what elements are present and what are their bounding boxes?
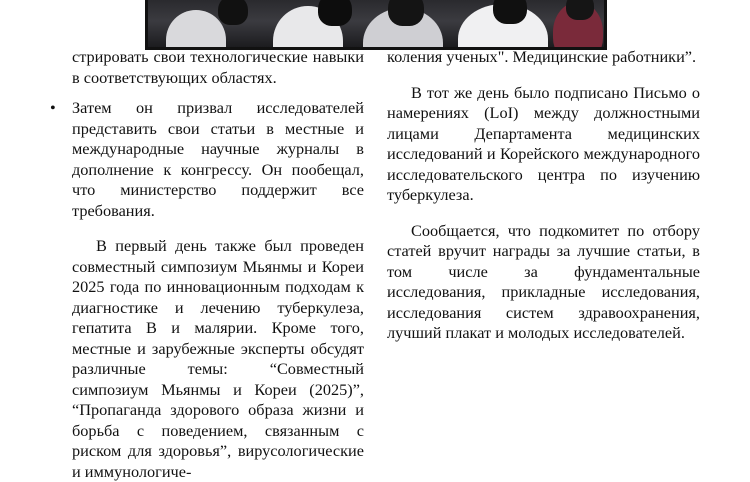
left-paragraph-1: стрировать свои технологические навыки в соответствующих областях. xyxy=(72,47,364,87)
bullet-item xyxy=(50,98,364,221)
right-paragraph-3: Сообщается, что подкомитет по отбору статей вручит награды за лучшие статьи, в том числе за фундаментальные исследования, прикладные исследования, исследования систем здравоохранения, лучший плакат и молодых исследователей. xyxy=(387,220,700,342)
right-paragraph-1: коления ученых". Медицинские работники”. xyxy=(387,47,697,66)
left-paragraph-2: Затем он призвал исследователей представить свои статьи в местные и международные научные журналы в дополнение к конгрессу. Он пообещал, что министерство поддержит все требования. xyxy=(72,98,364,220)
bullet-icon: • xyxy=(50,98,56,117)
left-paragraph-3: В первый день также был проведен совместный симпозиум Мьянмы и Кореи 2025 года по инновационным подходам к диагностике и лечению туберкулеза, гепатита B и малярии. Кроме того, местные и зарубежные эксперты обсудят различные темы: “Совместный симпозиум Мьянмы и Кореи (2025)”, “Пропаганда здорового образа жизни и борьба с поведением, связанным с риском для здоровья”, вирусологические и иммунологиче- xyxy=(72,236,364,481)
right-paragraph-2: В тот же день было подписано Письмо о намерениях (LoI) между должностными лицами Департамента медицинских исследований и Корейского международного исследовательского центра по изучению туберкулеза. xyxy=(387,82,700,204)
event-photo xyxy=(145,0,607,50)
right-column xyxy=(387,47,700,344)
left-column xyxy=(50,47,364,482)
